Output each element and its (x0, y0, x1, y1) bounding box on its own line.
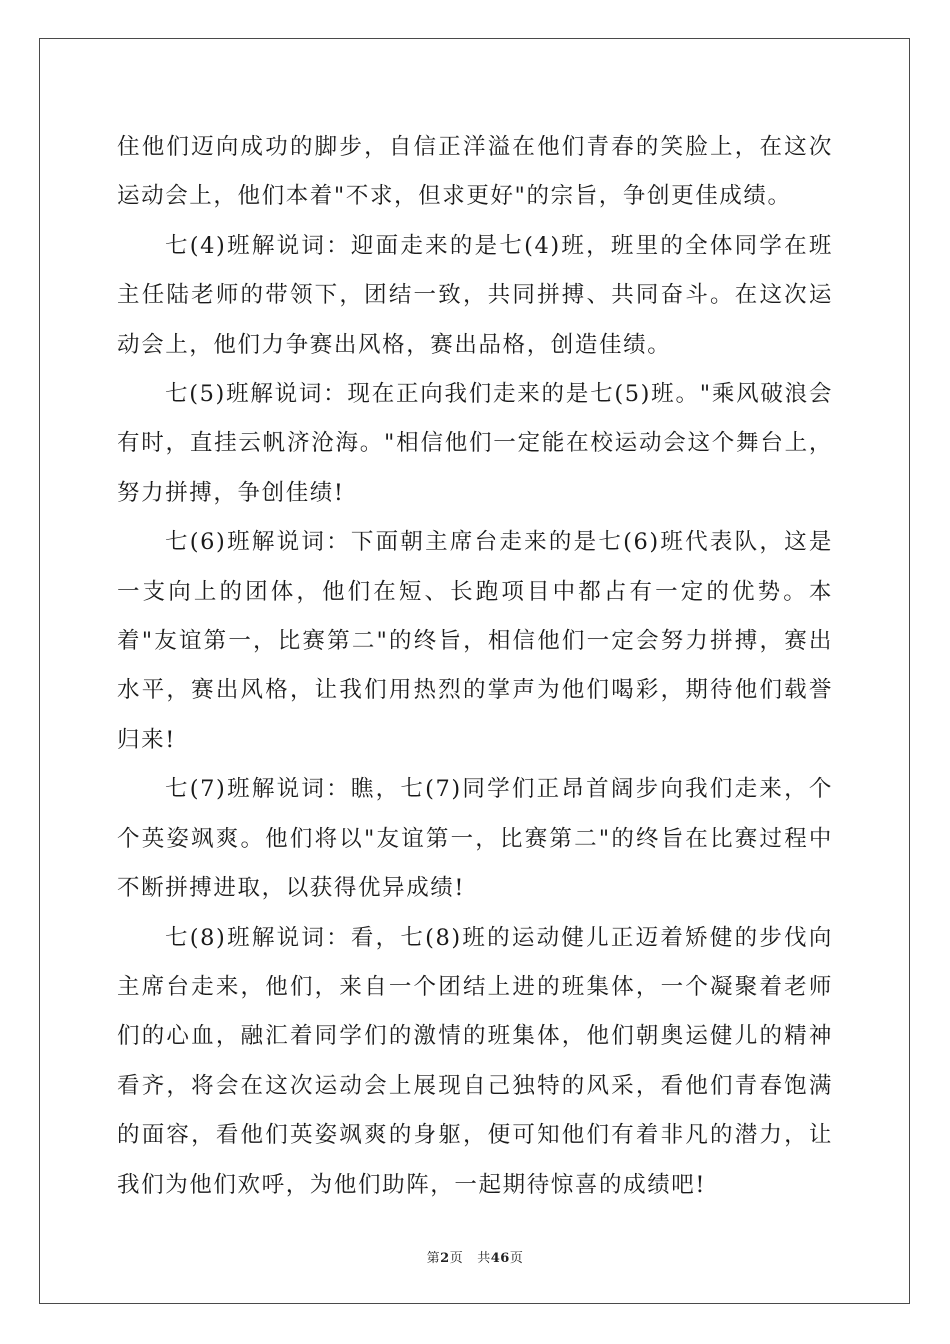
page-total-label: 共46页 (477, 1251, 524, 1266)
paragraph-class-4: 七(4)班解说词：迎面走来的是七(4)班，班里的全体同学在班主任陆老师的带领下，团结一致，共同拼搏、共同奋斗。在这次运动会上，他们力争赛出风格，赛出品格，创造佳绩。 (117, 232, 833, 358)
paragraph-class-5: 七(5)班解说词：现在正向我们走来的是七(5)班。"乘风破浪会有时，直挂云帆济沧海。"相信他们一定能在校运动会这个舞台上，努力拼搏，争创佳绩! (117, 381, 833, 506)
paragraph-continuation: 住他们迈向成功的脚步，自信正洋溢在他们青春的笑脸上，在这次运动会上，他们本着"不求，但求更好"的宗旨，争创更佳成绩。 (117, 134, 833, 210)
page-number-label: 第2页 (426, 1251, 464, 1266)
paragraph-class-6: 七(6)班解说词：下面朝主席台走来的是七(6)班代表队，这是一支向上的团体，他们在短、长跑项目中都占有一定的优势。本着"友谊第一，比赛第二"的终旨，相信他们一定会努力拼搏，赛出水平，赛出风格，让我们用热烈的掌声为他们喝彩，期待他们载誉归来! (117, 529, 833, 753)
document-body (117, 123, 833, 1210)
paragraph-class-7: 七(7)班解说词：瞧，七(7)同学们正昂首阔步向我们走来，个个英姿飒爽。他们将以"友谊第一，比赛第二"的终旨在比赛过程中不断拼搏进取，以获得优异成绩! (117, 776, 833, 902)
paragraph-class-8: 七(8)班解说词：看，七(8)班的运动健儿正迈着矫健的步伐向主席台走来，他们，来自一个团结上进的班集体，一个凝聚着老师们的心血，融汇着同学们的激情的班集体，他们朝奥运健儿的精神看齐，将会在这次运动会上展现自己独特的风采，看他们青春饱满的面容，看他们英姿飒爽的身躯，便可知他们有着非凡的潜力，让我们为他们欢呼，为他们助阵，一起期待惊喜的成绩吧! (117, 924, 833, 1198)
page-footer (0, 1247, 950, 1266)
